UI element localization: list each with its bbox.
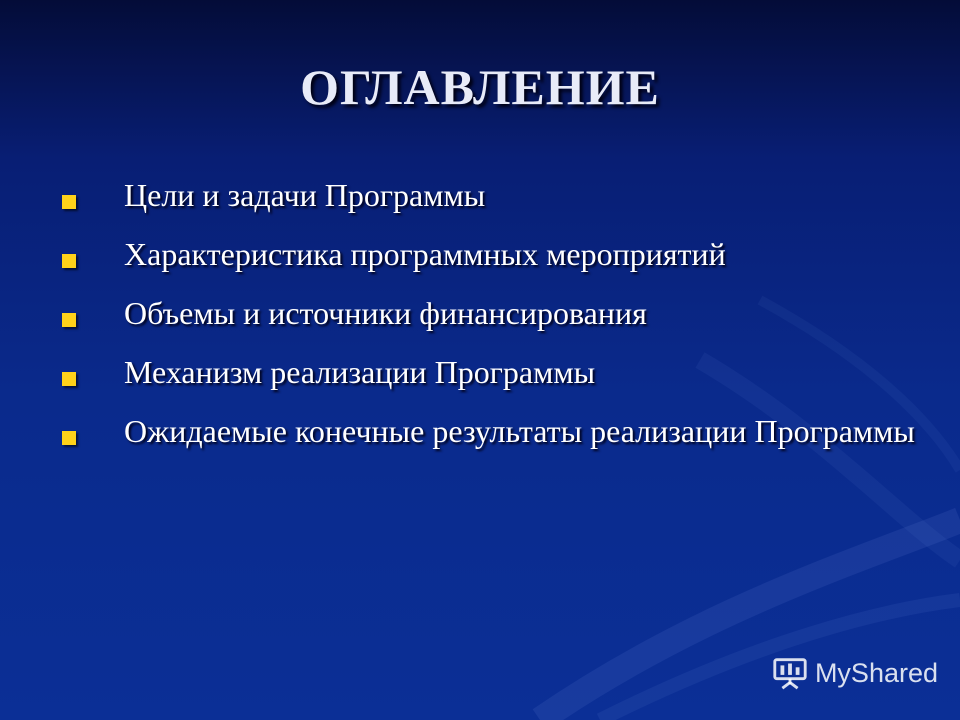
brand-logo[interactable] <box>771 654 938 692</box>
yellow-square-bullet-icon <box>62 254 76 268</box>
slide-title: ОГЛАВЛЕНИЕ <box>300 59 660 115</box>
agenda-item-text: Цели и задачи Программы <box>124 177 486 213</box>
agenda-item <box>60 412 940 450</box>
agenda-item-text: Механизм реализации Программы <box>124 354 596 390</box>
agenda-item <box>60 176 940 214</box>
agenda-item <box>60 294 940 332</box>
yellow-square-bullet-icon <box>62 195 76 209</box>
presentation-board-icon <box>771 654 809 692</box>
agenda-item <box>60 353 940 391</box>
yellow-square-bullet-icon <box>62 431 76 445</box>
agenda-list <box>60 176 940 471</box>
agenda-item-text: Объемы и источники финансирования <box>124 295 647 331</box>
agenda-item <box>60 235 940 273</box>
brand-logo-text: MyShared <box>814 657 938 688</box>
yellow-square-bullet-icon <box>62 372 76 386</box>
yellow-square-bullet-icon <box>62 313 76 327</box>
agenda-item-text: Характеристика программных мероприятий <box>124 236 726 272</box>
agenda-item-text: Ожидаемые конечные результаты реализации Программы <box>124 413 915 449</box>
